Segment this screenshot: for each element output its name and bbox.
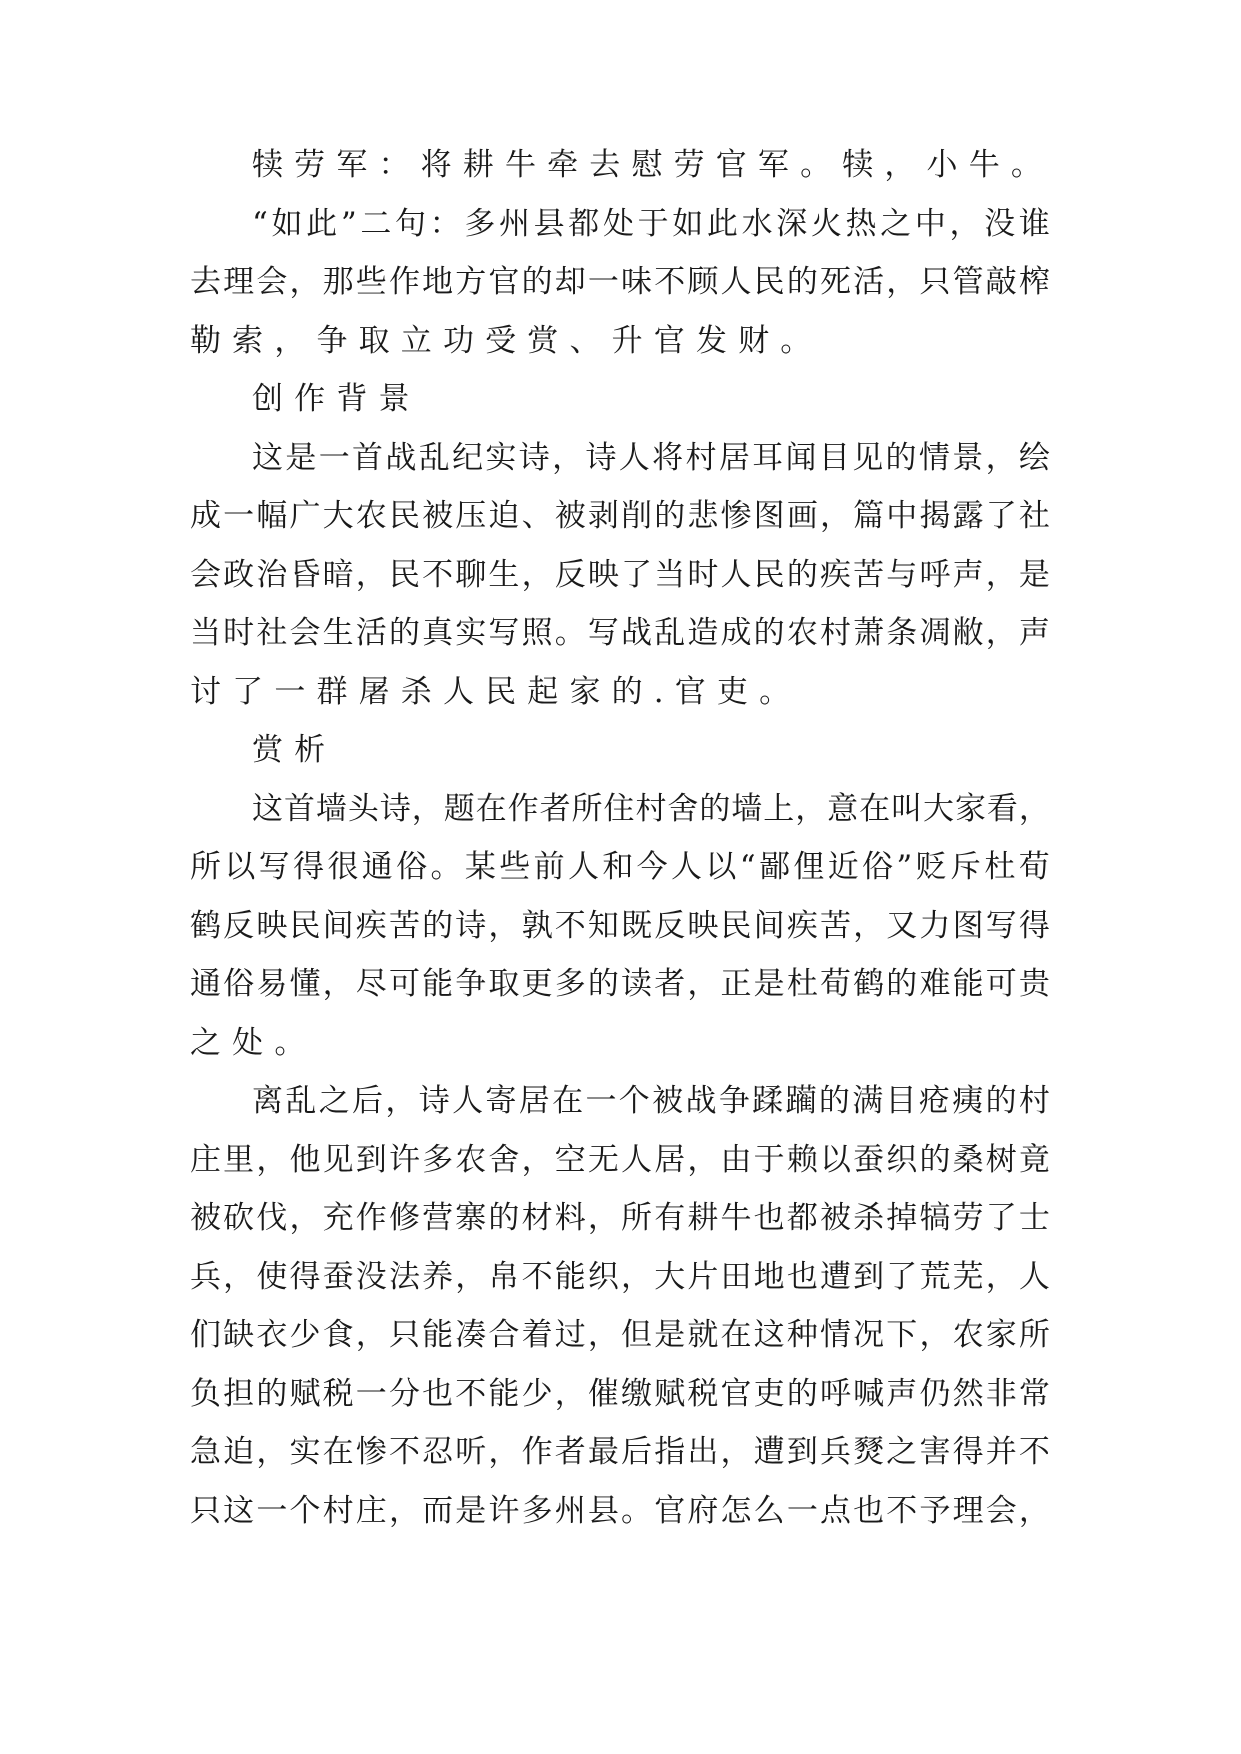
text-line: 当 时 社 会 生 活 的 真 实 写 照 。 写 战 乱 造 成 的 农 村 萧 条 凋 敝 ， 声 [190, 615, 1050, 651]
text-line: 这 首 墙 头 诗 ， 题 在 作 者 所 住 村 舍 的 墙 上 ， 意 在 叫 大 家 看 ， [252, 790, 1050, 827]
text-line: 庄 里 ， 他 见 到 许 多 农 舍 ， 空 无 人 居 ， 由 于 赖 以 蚕 织 的 桑 树 竟 [190, 1141, 1050, 1178]
text-line: 会 政 治 昏 暗 ， 民 不 聊 生 ， 反 映 了 当 时 人 民 的 疾 苦 与 呼 声 ， 是 [190, 556, 1050, 593]
text-line: 兵 ， 使 得 蚕 没 法 养 ， 帛 不 能 织 ， 大 片 田 地 也 遭 到 了 荒 芜 ， 人 [190, 1258, 1050, 1295]
text-line: 被 砍 伐 ， 充 作 修 营 寨 的 材 料 ， 所 有 耕 牛 也 都 被 杀 掉 犒 劳 了 士 [190, 1200, 1050, 1236]
text-line: 们 缺 衣 少 食 ， 只 能 凑 合 着 过 ， 但 是 就 在 这 种 情 况 下 ， 农 家 所 [190, 1317, 1050, 1353]
text-line: 所 以 写 得 很 通 俗 。 某 些 前 人 和 今 人 以 “ 鄙 俚 近 俗 ” 贬 斥 杜 荀 [190, 849, 1050, 885]
text-line: 勒索，争取立功受赏、升官发财。 [190, 322, 823, 359]
text-line: 鹤 反 映 民 间 疾 苦 的 诗 ， 孰 不 知 既 反 映 民 间 疾 苦 ， 又 力 图 写 得 [190, 907, 1050, 944]
text-line: 成 一 幅 广 大 农 民 被 压 迫 、 被 剥 削 的 悲 惨 图 画 ， 篇 中 揭 露 了 社 [190, 498, 1050, 534]
section-heading: 赏析 [252, 732, 337, 768]
text-line: 讨了一群屠杀人民起家的.官吏。 [190, 673, 802, 710]
text-line: 通 俗 易 懂 ， 尽 可 能 争 取 更 多 的 读 者 ， 正 是 杜 荀 鹤 的 难 能 可 贵 [190, 966, 1050, 1002]
text-line: 离 乱 之 后 ， 诗 人 寄 居 在 一 个 被 战 争 蹂 躏 的 满 目 疮 痍 的 村 [252, 1083, 1050, 1119]
text-line: 犊劳军：将耕牛牵去慰劳官军。犊，小牛。 [252, 147, 1054, 183]
text-line: “ 如 此 ” 二 句 ： 多 州 县 都 处 于 如 此 水 深 火 热 之 中 ， 没 谁 [252, 205, 1050, 242]
text-line: 只 这 一 个 村 庄 ， 而 是 许 多 州 县 。 官 府 怎 么 一 点 也 不 予 理 会 ， [190, 1492, 1050, 1529]
text-line: 负 担 的 赋 税 一 分 也 不 能 少 ， 催 缴 赋 税 官 吏 的 呼 喊 声 仍 然 非 常 [190, 1375, 1050, 1412]
section-heading: 创作背景 [252, 381, 421, 417]
text-line: 这 是 一 首 战 乱 纪 实 诗 ， 诗 人 将 村 居 耳 闻 目 见 的 情 景 ， 绘 [252, 439, 1050, 476]
text-line: 去 理 会 ， 那 些 作 地 方 官 的 却 一 味 不 顾 人 民 的 死 活 ， 只 管 敲 榨 [190, 264, 1050, 300]
text-line: 急 迫 ， 实 在 惨 不 忍 听 ， 作 者 最 后 指 出 ， 遭 到 兵 燹 之 害 得 并 不 [190, 1434, 1050, 1470]
text-line: 之处。 [190, 1024, 317, 1061]
